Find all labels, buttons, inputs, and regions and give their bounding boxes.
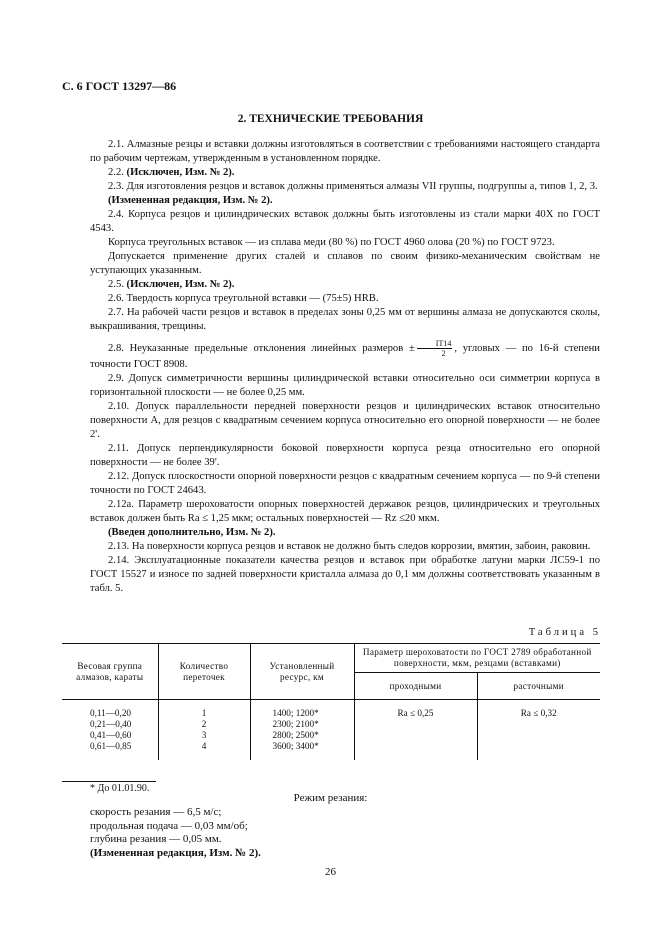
section-title: 2. ТЕХНИЧЕСКИЕ ТРЕБОВАНИЯ xyxy=(237,113,424,125)
cutting-mode xyxy=(90,806,490,860)
weight-groups: 0,11—0,20 0,21—0,40 0,41—0,60 0,61—0,85 xyxy=(90,708,132,751)
table-caption: Таблица 5 xyxy=(528,627,601,638)
header-roughness-pass: проходными xyxy=(354,673,477,700)
requirements-text xyxy=(90,138,600,596)
tolerance-fraction: $\frac{IT14}{2}$ xyxy=(417,339,453,358)
clause-2-2: 2.2. (Исключен, Изм. № 2). xyxy=(108,167,235,178)
roughness-bore-value: Ra ≤ 0,32 xyxy=(477,700,600,761)
clause-2-7: 2.7. На рабочей части резцов и вставок в пределах зоны 0,25 мм от вершины алмаза не допускаются сколы, выкрашивания, трещины. xyxy=(90,307,600,332)
table-5 xyxy=(62,643,600,760)
footnote: * До 01.01.90. xyxy=(90,783,150,794)
edition-note-regime: (Измененная редакция, Изм. № 2). xyxy=(90,846,261,859)
header-weight-group: Весовая группа алмазов, караты xyxy=(62,644,158,700)
clause-2-10: 2.10. Допуск параллельности передней поверхности резцов и цилиндрических вставок относительно поверхности А, для резцов с квадратным сечением корпуса относительно его опорной поверхности — не более 2'. xyxy=(90,401,600,440)
document-header: С. 6 ГОСТ 13297—86 xyxy=(62,79,177,93)
clause-2-13: 2.13. На поверхности корпуса резцов и вставок не должно быть следов коррозии, вмятин, забоин, раковин. xyxy=(108,541,591,552)
edition-note-added: (Введен дополнительно, Изм. № 2). xyxy=(108,527,276,538)
resources: 1400; 1200* 2300; 2100* 2800; 2500* 3600; 3400* xyxy=(250,700,354,761)
clause-2-4: 2.4. Корпуса резцов и цилиндрических вставок должны быть изготовлены из стали марки 40Х по ГОСТ 4543. xyxy=(90,209,600,234)
regrind-counts: 1 2 3 4 xyxy=(158,700,250,761)
clause-2-12: 2.12. Допуск плоскостности опорной поверхности резцов с квадратным сечением корпуса — по 9-й степени точности по ГОСТ 24643. xyxy=(90,471,600,496)
clause-2-4-c: Допускается применение других сталей и сплавов по своим физико-механическим свойствам не уступающих указанным. xyxy=(90,251,600,276)
header-regrind-count: Количество переточек xyxy=(158,644,250,700)
clause-2-9: 2.9. Допуск симметричности вершины цилиндрической вставки относительно оси симметрии корпуса в горизонтальной плоскости — не более 0,25 мм. xyxy=(90,373,600,398)
header-roughness-bore: расточными xyxy=(477,673,600,700)
clause-2-5: 2.5. (Исключен, Изм. № 2). xyxy=(108,279,235,290)
cutting-depth: глубина резания — 0,05 мм. xyxy=(90,833,222,845)
clause-2-11: 2.11. Допуск перпендикулярности боковой поверхности корпуса резца относительно его опорной поверхности — не более 39'. xyxy=(90,443,600,468)
cutting-speed: скорость резания — 6,5 м/с; xyxy=(90,806,222,818)
clause-2-4-b: Корпуса треугольных вставок — из сплава меди (80 %) по ГОСТ 4960 олова (20 %) по ГОСТ 9723. xyxy=(108,237,555,248)
roughness-pass-value: Ra ≤ 0,25 xyxy=(354,700,477,761)
clause-2-8: 2.8. Неуказанные предельные отклонения линейных размеров ± $\frac{IT14}{2}$ , угловых — по 16-й степени точности ГОСТ 8908. xyxy=(90,339,600,370)
clause-2-3: 2.3. Для изготовления резцов и вставок должны применяться алмазы VII группы, подгруппы а, типов 1, 2, 3. xyxy=(108,181,598,192)
clause-2-12a: 2.12а. Параметр шероховатости опорных поверхностей державок резцов, цилиндрических и треугольных вставок должен быть Ra ≤ 1,25 мкм; остальных поверхностей — Rz ≤20 мкм. xyxy=(90,499,600,524)
header-resource: Установленный ресурс, км xyxy=(250,644,354,700)
clause-2-1: 2.1. Алмазные резцы и вставки должны изготовляться в соответствии с требованиями настоящего стандарта по рабочим чертежам, утвержденным в установленном порядке. xyxy=(90,139,600,164)
clause-2-14: 2.14. Эксплуатационные показатели качества резцов и вставок при обработке латуни марки ЛС59-1 по ГОСТ 15527 и износе по задней поверхности кристалла алмаза до 0,1 мм должны соответствовать указанным в табл. 5. xyxy=(90,555,600,594)
page-number: 26 xyxy=(325,866,336,878)
clause-2-6: 2.6. Твердость корпуса треугольной вставки — (75±5) HRB. xyxy=(108,293,379,304)
edition-note: (Измененная редакция, Изм. № 2). xyxy=(108,195,273,206)
feed-rate: продольная подача — 0,03 мм/об; xyxy=(90,819,248,832)
header-roughness: Параметр шероховатости по ГОСТ 2789 обработанной поверхности, мкм, резцами (вставками) xyxy=(354,644,600,673)
cutting-mode-title: Режим резания: xyxy=(293,792,368,804)
